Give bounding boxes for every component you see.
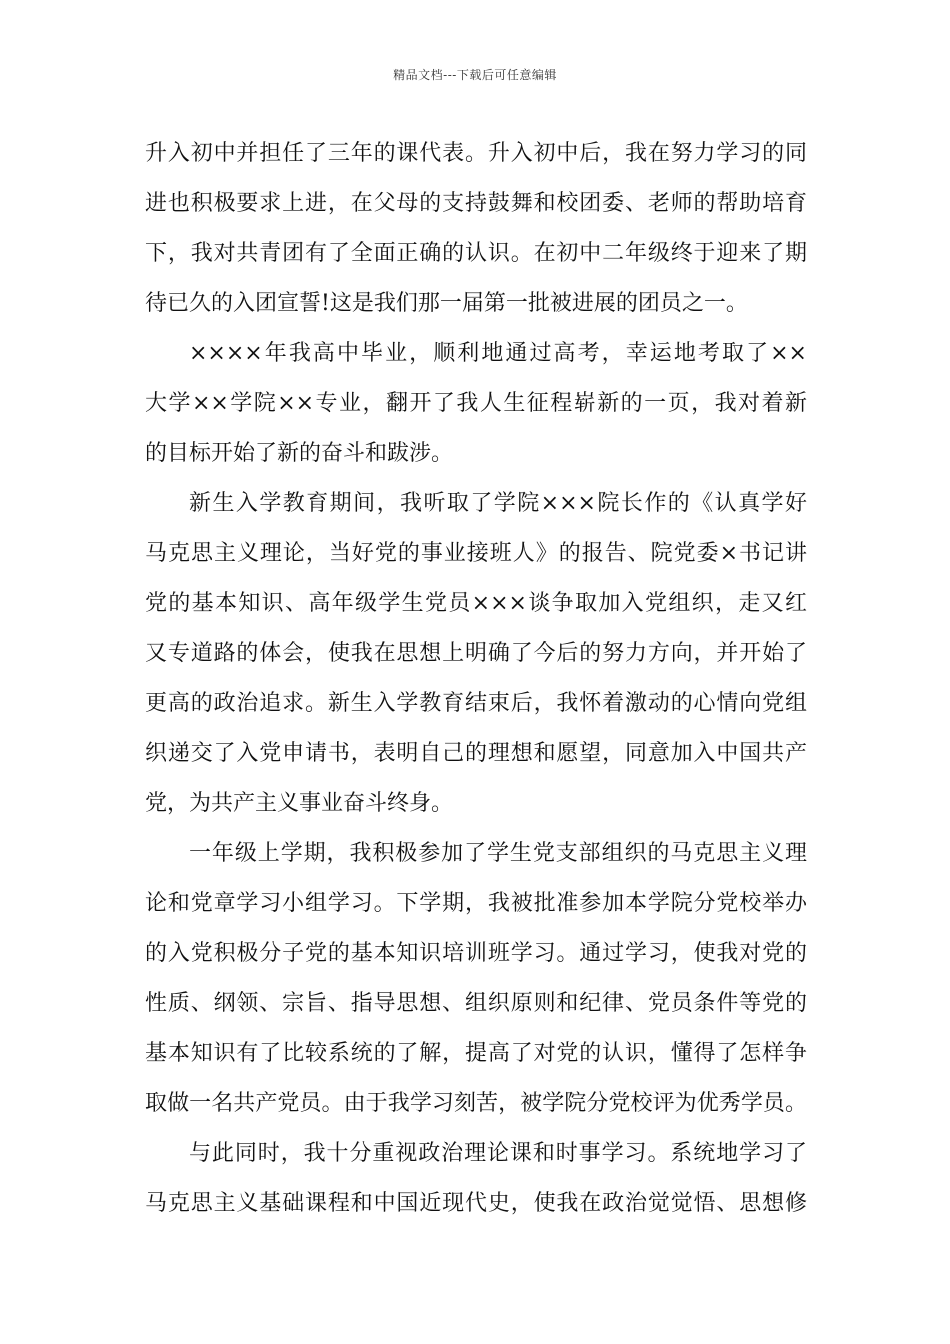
text-line: 性质、纲领、宗旨、指导思想、组织原则和纪律、党员条件等党的 — [145, 991, 807, 1016]
text-line: 织递交了入党申请书，表明自己的理想和愿望，同意加入中国共产 — [145, 741, 807, 766]
paragraph-first-line: ××××年我高中毕业，顺利地通过高考，幸运地考取了×× — [189, 341, 807, 366]
text-line: 党的基本知识、高年级学生党员×××谈争取加入党组织，走又红 — [145, 591, 807, 616]
text-line: 进也积极要求上进，在父母的支持鼓舞和校团委、老师的帮助培育 — [145, 191, 807, 216]
text-line: 的目标开始了新的奋斗和跋涉。 — [145, 441, 454, 466]
text-line: 又专道路的体会，使我在思想上明确了今后的努力方向，并开始了 — [145, 641, 807, 666]
text-line: 的入党积极分子党的基本知识培训班学习。通过学习，使我对党的 — [145, 941, 807, 966]
text-line: 马克思主义理论，当好党的事业接班人》的报告、院党委×书记讲 — [145, 541, 807, 566]
paragraph-first-line: 与此同时，我十分重视政治理论课和时事学习。系统地学习了 — [189, 1141, 807, 1166]
text-line: 大学××学院××专业，翻开了我人生征程崭新的一页，我对着新 — [145, 391, 807, 416]
text-line: 升入初中并担任了三年的课代表。升入初中后，我在努力学习的同 — [145, 141, 807, 166]
paragraph-first-line: 新生入学教育期间，我听取了学院×××院长作的《认真学好 — [189, 491, 807, 516]
page-header: 精品文档---下载后可任意编辑 — [393, 68, 557, 82]
text-line: 更高的政治追求。新生入学教育结束后，我怀着激动的心情向党组 — [145, 691, 807, 716]
text-line: 党，为共产主义事业奋斗终身。 — [145, 791, 454, 816]
text-line: 待已久的入团宣誓!这是我们那一届第一批被进展的团员之一。 — [145, 291, 748, 316]
text-line: 基本知识有了比较系统的了解，提高了对党的认识，懂得了怎样争 — [145, 1041, 807, 1066]
text-line: 马克思主义基础课程和中国近现代史，使我在政治觉觉悟、思想修 — [145, 1191, 807, 1216]
document-body — [145, 131, 807, 1231]
paragraph-first-line: 一年级上学期，我积极参加了学生党支部组织的马克思主义理 — [189, 841, 807, 866]
text-line: 取做一名共产党员。由于我学习刻苦，被学院分党校评为优秀学员。 — [145, 1091, 807, 1116]
text-line: 论和党章学习小组学习。下学期，我被批准参加本学院分党校举办 — [145, 891, 807, 916]
text-line: 下，我对共青团有了全面正确的认识。在初中二年级终于迎来了期 — [145, 241, 807, 266]
